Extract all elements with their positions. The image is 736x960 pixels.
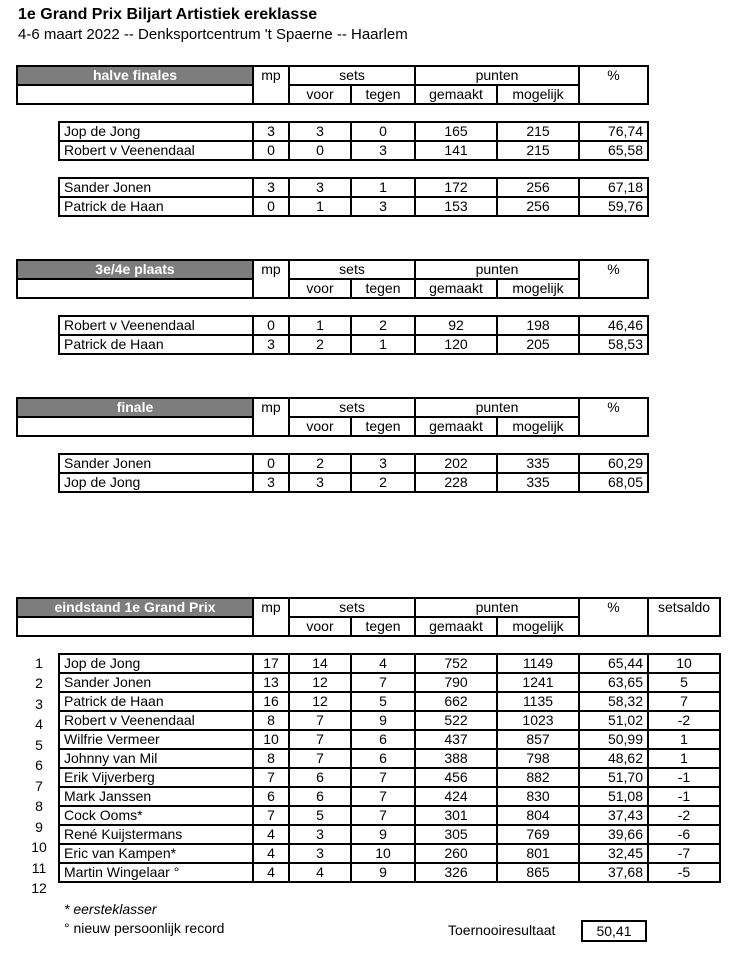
col-gemaakt: gemaakt <box>415 85 497 104</box>
table-row <box>59 749 720 768</box>
gemaakt-cell: 120 <box>415 335 497 354</box>
mp-cell: 7 <box>253 806 289 825</box>
col-mp: mp <box>253 398 289 436</box>
mogelijk-cell: 857 <box>497 730 579 749</box>
col-tegen: tegen <box>351 279 415 298</box>
gemaakt-cell: 260 <box>415 844 497 863</box>
setsaldo-cell: 5 <box>648 673 720 692</box>
col-sets: sets <box>289 66 415 85</box>
setsaldo-cell: -1 <box>648 787 720 806</box>
mogelijk-cell: 882 <box>497 768 579 787</box>
tournament-result-label: Toernooiresultaat <box>448 922 556 938</box>
rank-number: 7 <box>35 777 43 794</box>
col-tegen: tegen <box>351 85 415 104</box>
gemaakt-cell: 141 <box>415 141 497 160</box>
mp-cell: 3 <box>253 335 289 354</box>
player-name: Patrick de Haan <box>59 197 253 216</box>
tegen-cell: 9 <box>351 825 415 844</box>
player-name: Wilfrie Vermeer <box>59 730 253 749</box>
table-row <box>59 473 648 492</box>
col-voor: voor <box>289 279 351 298</box>
mogelijk-cell: 801 <box>497 844 579 863</box>
voor-cell: 3 <box>289 844 351 863</box>
table-row <box>59 787 720 806</box>
voor-cell: 2 <box>289 335 351 354</box>
col-voor: voor <box>289 85 351 104</box>
pct-cell: 58,32 <box>579 692 648 711</box>
mp-cell: 3 <box>253 178 289 197</box>
col-mogelijk: mogelijk <box>497 85 579 104</box>
table-row <box>59 711 720 730</box>
tegen-cell: 0 <box>351 122 415 141</box>
mogelijk-cell: 335 <box>497 473 579 492</box>
mp-cell: 8 <box>253 749 289 768</box>
voor-cell: 5 <box>289 806 351 825</box>
pct-cell: 68,05 <box>579 473 648 492</box>
pct-cell: 60,29 <box>579 454 648 473</box>
gemaakt-cell: 301 <box>415 806 497 825</box>
voor-cell: 4 <box>289 863 351 882</box>
col-mogelijk: mogelijk <box>497 417 579 436</box>
voor-cell: 3 <box>289 122 351 141</box>
mogelijk-cell: 798 <box>497 749 579 768</box>
mogelijk-cell: 1135 <box>497 692 579 711</box>
setsaldo-cell: -2 <box>648 806 720 825</box>
rank-number: 11 <box>31 859 47 876</box>
section-label: finale <box>17 398 253 417</box>
mogelijk-cell: 1149 <box>497 654 579 673</box>
tegen-cell: 9 <box>351 711 415 730</box>
rank-number: 3 <box>35 695 43 712</box>
rank-number: 2 <box>35 675 43 692</box>
player-name: Patrick de Haan <box>59 335 253 354</box>
mp-cell: 0 <box>253 454 289 473</box>
table-row <box>59 825 720 844</box>
col-punten: punten <box>415 598 579 617</box>
tegen-cell: 4 <box>351 654 415 673</box>
gemaakt-cell: 388 <box>415 749 497 768</box>
voor-cell: 7 <box>289 730 351 749</box>
tegen-cell: 7 <box>351 806 415 825</box>
tegen-cell: 7 <box>351 673 415 692</box>
player-name: Jop de Jong <box>59 122 253 141</box>
setsaldo-cell: 10 <box>648 654 720 673</box>
table-row <box>59 673 720 692</box>
tegen-cell: 9 <box>351 863 415 882</box>
col-tegen: tegen <box>351 417 415 436</box>
gemaakt-cell: 92 <box>415 316 497 335</box>
mp-cell: 16 <box>253 692 289 711</box>
col-punten: punten <box>415 260 579 279</box>
pct-cell: 51,02 <box>579 711 648 730</box>
player-name: Sander Jonen <box>59 454 253 473</box>
gemaakt-cell: 522 <box>415 711 497 730</box>
semis-match2-table <box>58 177 649 217</box>
col-mp: mp <box>253 260 289 298</box>
rank-number: 9 <box>35 818 43 835</box>
col-pct: % <box>579 260 648 298</box>
mp-cell: 4 <box>253 844 289 863</box>
player-name: Martin Wingelaar ° <box>59 863 253 882</box>
voor-cell: 2 <box>289 454 351 473</box>
table-row <box>59 730 720 749</box>
final-match-table <box>58 453 649 493</box>
tegen-cell: 1 <box>351 178 415 197</box>
semis-match1-table <box>58 121 649 161</box>
col-pct: % <box>579 398 648 436</box>
gemaakt-cell: 424 <box>415 787 497 806</box>
player-name: Eric van Kampen* <box>59 844 253 863</box>
pct-cell: 37,68 <box>579 863 648 882</box>
player-name: René Kuijstermans <box>59 825 253 844</box>
standings-header-table <box>16 597 721 637</box>
mp-cell: 8 <box>253 711 289 730</box>
voor-cell: 3 <box>289 178 351 197</box>
table-row <box>59 806 720 825</box>
mp-cell: 17 <box>253 654 289 673</box>
player-name: Mark Janssen <box>59 787 253 806</box>
rank-number: 10 <box>31 839 47 856</box>
gemaakt-cell: 437 <box>415 730 497 749</box>
gemaakt-cell: 172 <box>415 178 497 197</box>
final-header-table <box>16 397 649 437</box>
col-pct: % <box>579 66 648 104</box>
voor-cell: 1 <box>289 197 351 216</box>
col-mogelijk: mogelijk <box>497 279 579 298</box>
player-name: Jop de Jong <box>59 654 253 673</box>
col-mp: mp <box>253 66 289 104</box>
pct-cell: 51,70 <box>579 768 648 787</box>
voor-cell: 1 <box>289 316 351 335</box>
blank-cell <box>17 617 253 636</box>
tournament-result-value: 50,41 <box>581 920 647 942</box>
gemaakt-cell: 202 <box>415 454 497 473</box>
blank-cell <box>17 85 253 104</box>
col-gemaakt: gemaakt <box>415 617 497 636</box>
setsaldo-cell: -7 <box>648 844 720 863</box>
tegen-cell: 3 <box>351 197 415 216</box>
col-sets: sets <box>289 260 415 279</box>
voor-cell: 3 <box>289 473 351 492</box>
voor-cell: 7 <box>289 711 351 730</box>
rank-number: 1 <box>35 655 43 671</box>
table-row <box>59 454 648 473</box>
tegen-cell: 2 <box>351 316 415 335</box>
table-row <box>59 654 720 673</box>
tegen-cell: 3 <box>351 454 415 473</box>
mp-cell: 7 <box>253 768 289 787</box>
pct-cell: 63,65 <box>579 673 648 692</box>
col-sets: sets <box>289 398 415 417</box>
player-name: Johnny van Mil <box>59 749 253 768</box>
rank-number: 4 <box>35 716 43 733</box>
pct-cell: 76,74 <box>579 122 648 141</box>
player-name: Robert v Veenendaal <box>59 711 253 730</box>
setsaldo-cell: -2 <box>648 711 720 730</box>
mogelijk-cell: 769 <box>497 825 579 844</box>
table-row <box>59 197 648 216</box>
table-row <box>59 141 648 160</box>
table-row <box>59 335 648 354</box>
pct-cell: 50,99 <box>579 730 648 749</box>
voor-cell: 6 <box>289 787 351 806</box>
table-row <box>59 122 648 141</box>
rank-number: 5 <box>35 736 43 753</box>
table-row <box>59 692 720 711</box>
pct-cell: 46,46 <box>579 316 648 335</box>
player-name: Robert v Veenendaal <box>59 141 253 160</box>
col-setsaldo: setsaldo <box>648 598 720 636</box>
tegen-cell: 7 <box>351 787 415 806</box>
mogelijk-cell: 198 <box>497 316 579 335</box>
gemaakt-cell: 228 <box>415 473 497 492</box>
tegen-cell: 1 <box>351 335 415 354</box>
pct-cell: 59,76 <box>579 197 648 216</box>
gemaakt-cell: 752 <box>415 654 497 673</box>
tegen-cell: 10 <box>351 844 415 863</box>
mp-cell: 6 <box>253 787 289 806</box>
pct-cell: 48,62 <box>579 749 648 768</box>
setsaldo-cell: 1 <box>648 730 720 749</box>
rank-number: 6 <box>35 757 43 774</box>
pct-cell: 51,08 <box>579 787 648 806</box>
gemaakt-cell: 165 <box>415 122 497 141</box>
footnote-eersteklassers: * eersteklasser <box>64 901 157 917</box>
pct-cell: 58,53 <box>579 335 648 354</box>
tegen-cell: 6 <box>351 730 415 749</box>
rank-number: 12 <box>31 879 47 896</box>
blank-cell <box>17 279 253 298</box>
blank-cell <box>17 417 253 436</box>
col-sets: sets <box>289 598 415 617</box>
table-row <box>59 768 720 787</box>
setsaldo-cell: -1 <box>648 768 720 787</box>
col-tegen: tegen <box>351 617 415 636</box>
setsaldo-cell: 1 <box>648 749 720 768</box>
voor-cell: 3 <box>289 825 351 844</box>
mp-cell: 0 <box>253 141 289 160</box>
player-name: Robert v Veenendaal <box>59 316 253 335</box>
third-header-table <box>16 259 649 299</box>
gemaakt-cell: 326 <box>415 863 497 882</box>
setsaldo-cell: -5 <box>648 863 720 882</box>
section-label: eindstand 1e Grand Prix <box>17 598 253 617</box>
gemaakt-cell: 662 <box>415 692 497 711</box>
footnote-record: ° nieuw persoonlijk record <box>64 920 225 936</box>
player-name: Cock Ooms* <box>59 806 253 825</box>
mp-cell: 0 <box>253 197 289 216</box>
tegen-cell: 5 <box>351 692 415 711</box>
mp-cell: 0 <box>253 316 289 335</box>
rank-number: 8 <box>35 798 43 815</box>
mp-cell: 3 <box>253 122 289 141</box>
third-match-table <box>58 315 649 355</box>
player-name: Erik Vijverberg <box>59 768 253 787</box>
mogelijk-cell: 830 <box>497 787 579 806</box>
table-row <box>59 316 648 335</box>
tegen-cell: 2 <box>351 473 415 492</box>
player-name: Patrick de Haan <box>59 692 253 711</box>
mogelijk-cell: 215 <box>497 122 579 141</box>
table-row <box>59 178 648 197</box>
setsaldo-cell: 7 <box>648 692 720 711</box>
voor-cell: 14 <box>289 654 351 673</box>
mogelijk-cell: 865 <box>497 863 579 882</box>
pct-cell: 67,18 <box>579 178 648 197</box>
mp-cell: 10 <box>253 730 289 749</box>
voor-cell: 12 <box>289 692 351 711</box>
voor-cell: 7 <box>289 749 351 768</box>
col-punten: punten <box>415 66 579 85</box>
gemaakt-cell: 456 <box>415 768 497 787</box>
standings-table <box>58 653 721 883</box>
voor-cell: 6 <box>289 768 351 787</box>
page-title: 1e Grand Prix Biljart Artistiek ereklasse <box>18 6 318 23</box>
col-mp: mp <box>253 598 289 636</box>
pct-cell: 65,58 <box>579 141 648 160</box>
table-row <box>59 844 720 863</box>
col-punten: punten <box>415 398 579 417</box>
mogelijk-cell: 1241 <box>497 673 579 692</box>
mogelijk-cell: 256 <box>497 197 579 216</box>
setsaldo-cell: -6 <box>648 825 720 844</box>
section-label: 3e/4e plaats <box>17 260 253 279</box>
col-voor: voor <box>289 417 351 436</box>
page-subtitle: 4-6 maart 2022 -- Denksportcentrum 't Spaerne -- Haarlem <box>18 26 408 43</box>
col-mogelijk: mogelijk <box>497 617 579 636</box>
pct-cell: 39,66 <box>579 825 648 844</box>
gemaakt-cell: 790 <box>415 673 497 692</box>
gemaakt-cell: 153 <box>415 197 497 216</box>
tegen-cell: 6 <box>351 749 415 768</box>
col-gemaakt: gemaakt <box>415 417 497 436</box>
col-voor: voor <box>289 617 351 636</box>
tegen-cell: 7 <box>351 768 415 787</box>
player-name: Jop de Jong <box>59 473 253 492</box>
mogelijk-cell: 205 <box>497 335 579 354</box>
mogelijk-cell: 256 <box>497 178 579 197</box>
section-label: halve finales <box>17 66 253 85</box>
mogelijk-cell: 335 <box>497 454 579 473</box>
voor-cell: 12 <box>289 673 351 692</box>
mogelijk-cell: 1023 <box>497 711 579 730</box>
col-gemaakt: gemaakt <box>415 279 497 298</box>
mp-cell: 3 <box>253 473 289 492</box>
mogelijk-cell: 215 <box>497 141 579 160</box>
voor-cell: 0 <box>289 141 351 160</box>
gemaakt-cell: 305 <box>415 825 497 844</box>
mp-cell: 13 <box>253 673 289 692</box>
pct-cell: 32,45 <box>579 844 648 863</box>
mp-cell: 4 <box>253 863 289 882</box>
semis-header-table <box>16 65 649 105</box>
mp-cell: 4 <box>253 825 289 844</box>
player-name: Sander Jonen <box>59 178 253 197</box>
mogelijk-cell: 804 <box>497 806 579 825</box>
col-pct: % <box>579 598 648 636</box>
pct-cell: 65,44 <box>579 654 648 673</box>
pct-cell: 37,43 <box>579 806 648 825</box>
table-row <box>59 863 720 882</box>
tegen-cell: 3 <box>351 141 415 160</box>
player-name: Sander Jonen <box>59 673 253 692</box>
